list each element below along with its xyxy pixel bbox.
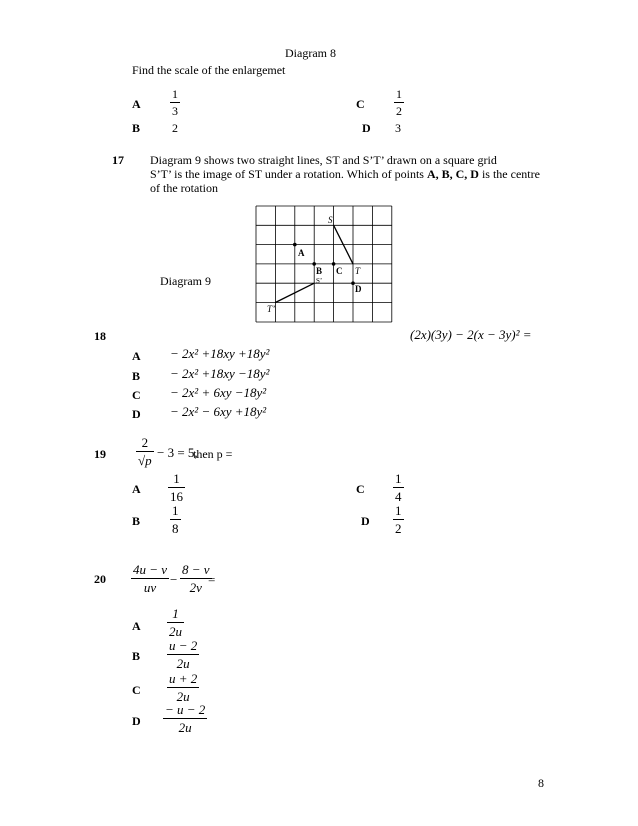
q19-option-c-den: 4	[395, 489, 402, 504]
q18-option-c-text: − 2x² + 6xy −18y²	[170, 385, 267, 400]
q20-frac1-num: 4u − v	[133, 562, 168, 577]
q20-option-b-den: 2u	[176, 656, 190, 671]
q20-frac2-den: 2v	[189, 580, 202, 595]
q17-line-1: Diagram 9 shows two straight lines, ST and S’T’ drawn on a square grid	[150, 153, 497, 167]
q19-frac-den: √p	[138, 453, 152, 468]
q16-option-b-text: 2	[172, 121, 178, 135]
label-d: D	[355, 284, 362, 294]
q20-option-c-fraction	[167, 672, 199, 703]
q16-option-a-fraction	[170, 88, 180, 117]
q19-option-b-fraction	[170, 504, 181, 535]
q20-fraction-1	[131, 563, 169, 594]
label-t: T	[355, 266, 361, 276]
q19-option-c-num: 1	[395, 471, 402, 486]
grid-lines	[256, 206, 392, 322]
q19-option-d-letter: D	[361, 514, 370, 528]
q20-frac1-den: uv	[143, 580, 157, 595]
q17-line-3: of the rotation	[150, 181, 218, 195]
q20-option-b-letter: B	[132, 649, 141, 663]
label-s-prime: S’	[316, 277, 323, 285]
q18-option-c-letter: C	[132, 388, 141, 402]
q19-option-a-letter: A	[132, 482, 141, 496]
q19-option-b-num: 1	[172, 503, 179, 518]
square-grid-diagram	[255, 205, 395, 323]
q20-option-c-den: 2u	[176, 689, 190, 704]
label-c: C	[336, 266, 343, 276]
q20-option-d-letter: D	[132, 714, 141, 728]
q20-option-d-fraction	[163, 703, 207, 734]
q20-option-a-letter: A	[132, 619, 141, 633]
q20-frac2-num: 8 − v	[182, 562, 210, 577]
label-t-prime: T’	[267, 304, 276, 314]
q18-option-b-text: − 2x² +18xy −18y²	[170, 366, 270, 381]
q16-option-c-fraction	[394, 88, 404, 117]
q18-option-d-text: − 2x² − 6xy +18y²	[170, 404, 267, 419]
q18-option-a-text: − 2x² +18xy +18y²	[170, 346, 270, 361]
q18-expression: (2x)(3y) − 2(x − 3y)² =	[410, 327, 532, 342]
q18-option-d-letter: D	[132, 407, 141, 421]
q19-option-b-den: 8	[172, 521, 179, 536]
q19-option-d-num: 1	[395, 503, 402, 518]
q16-option-c-den: 2	[396, 104, 402, 118]
q19-option-d-den: 2	[395, 521, 402, 536]
q19-option-a-den: 16	[170, 489, 183, 504]
q20-option-c-letter: C	[132, 683, 141, 697]
q18-number: 18	[94, 329, 106, 343]
q16-option-d-letter: D	[362, 121, 371, 135]
q20-option-a-den: 2u	[169, 624, 182, 639]
q18-option-a-letter: A	[132, 349, 141, 363]
q19-option-b-letter: B	[132, 514, 141, 528]
q20-option-c-num: u + 2	[169, 671, 198, 686]
label-a: A	[298, 248, 305, 258]
q19-option-a-fraction	[168, 472, 185, 503]
q20-option-a-num: 1	[172, 606, 179, 621]
q19-number: 19	[94, 447, 106, 461]
label-b: B	[316, 266, 323, 276]
q20-option-b-num: u − 2	[169, 638, 198, 653]
page-number: 8	[538, 776, 544, 790]
q16-option-c-letter: C	[356, 97, 365, 111]
q20-option-a-fraction	[167, 607, 184, 638]
q20-option-b-fraction	[167, 639, 199, 670]
q20-option-d-den: 2u	[178, 720, 192, 735]
q17-line-2c: is the centre	[478, 167, 540, 181]
q16-prompt: Find the scale of the enlargemet	[132, 63, 286, 77]
q17-line-2-points: A, B, C, D	[426, 167, 479, 181]
diagram-8-caption: Diagram 8	[285, 46, 336, 60]
q16-option-a-letter: A	[132, 97, 141, 111]
point-c	[332, 262, 336, 266]
q19-fraction	[136, 436, 154, 467]
q16-option-b-letter: B	[132, 121, 141, 135]
q18-option-b-letter: B	[132, 369, 141, 383]
q20-fraction-2	[180, 563, 212, 594]
label-s: S	[328, 215, 333, 225]
q16-option-d-text: 3	[395, 121, 401, 135]
q19-equation-rest: − 3 = 5,	[157, 445, 198, 460]
q19-option-c-letter: C	[356, 482, 365, 496]
point-a	[293, 243, 297, 247]
diagram-9-caption: Diagram 9	[160, 274, 211, 288]
q19-frac-num: 2	[141, 435, 149, 450]
q19-option-d-fraction	[393, 504, 404, 535]
q17-line-2	[150, 167, 540, 182]
q16-option-a-den: 3	[172, 104, 178, 118]
q19-then: then p =	[193, 447, 233, 461]
q20-option-d-num: − u − 2	[165, 702, 206, 717]
q17-line-2a: S’T’ is the image of ST under a rotation. Which of points	[150, 167, 427, 181]
q16-option-c-num: 1	[396, 87, 402, 101]
q20-equals: =	[208, 572, 216, 587]
q19-option-a-num: 1	[173, 471, 180, 486]
q16-option-a-num: 1	[172, 87, 178, 101]
q17-number: 17	[112, 153, 124, 167]
q19-option-c-fraction	[393, 472, 404, 503]
q20-number: 20	[94, 572, 106, 586]
q20-minus: −	[170, 572, 178, 587]
